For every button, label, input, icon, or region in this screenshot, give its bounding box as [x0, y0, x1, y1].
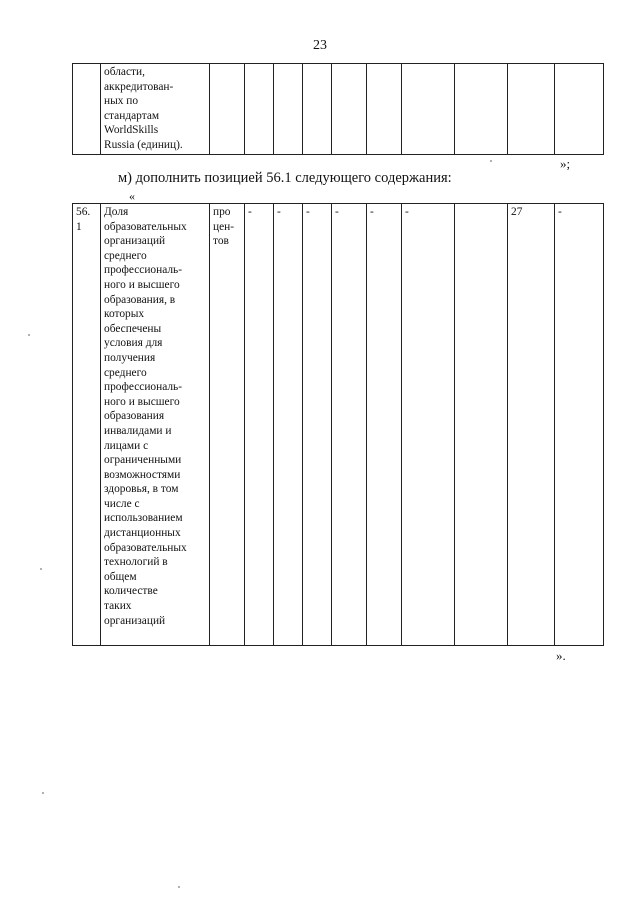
indicator-table-new-position — [72, 203, 604, 646]
table-row — [73, 64, 604, 155]
indicator-name-cell: Доля образовательных организаций среднего профессиональ- ного и высшего образования, в которых обеспечены условия для получения среднего профессиональ- ного и высшего образования инвалидами и лицами с ограниченными возможностями здоровья, в том числе с использованием дистанционных образовательных технологий в общем количестве таких организаций — [101, 204, 210, 646]
value-cell — [367, 204, 402, 646]
value-cell — [332, 64, 367, 155]
row-number-cell: 56. 1 — [73, 204, 101, 646]
indicator-name-cell: области, аккредитован- ных по стандартам WorldSkills Russia (единиц). — [101, 64, 210, 155]
value-cell — [303, 204, 332, 646]
value-cell — [274, 204, 303, 646]
value-cell — [367, 64, 402, 155]
amendment-paragraph: м) дополнить позицией 56.1 следующего содержания: — [118, 170, 452, 186]
unit-cell — [210, 64, 245, 155]
value-cell — [455, 204, 508, 646]
value-cell — [455, 64, 508, 155]
cell-value: - — [277, 206, 281, 218]
scan-speck — [178, 886, 180, 888]
value-cell — [555, 64, 604, 155]
value-cell — [402, 64, 455, 155]
opening-quote: « — [129, 189, 135, 203]
cell-value: - — [370, 206, 374, 218]
cell-value: 27 — [511, 206, 523, 218]
closing-quote: ». — [556, 648, 566, 663]
page-number: 23 — [313, 38, 327, 53]
closing-quote: »; — [560, 156, 571, 171]
value-cell — [245, 204, 274, 646]
cell-value: - — [248, 206, 252, 218]
row-number-cell — [73, 64, 101, 155]
value-cell — [555, 204, 604, 646]
value-cell — [245, 64, 274, 155]
scan-speck — [40, 568, 42, 570]
value-cell — [508, 64, 555, 155]
unit-cell: про цен- тов — [210, 204, 245, 646]
value-cell — [508, 204, 555, 646]
table-row — [73, 204, 604, 646]
value-cell — [274, 64, 303, 155]
cell-value: - — [558, 206, 562, 218]
value-cell — [402, 204, 455, 646]
scan-speck — [28, 334, 30, 336]
cell-value: - — [335, 206, 339, 218]
value-cell — [332, 204, 367, 646]
cell-value: - — [306, 206, 310, 218]
scan-speck — [42, 792, 44, 794]
indicator-table-continued — [72, 63, 604, 155]
scan-speck — [490, 160, 492, 162]
value-cell — [303, 64, 332, 155]
cell-value: - — [405, 206, 409, 218]
